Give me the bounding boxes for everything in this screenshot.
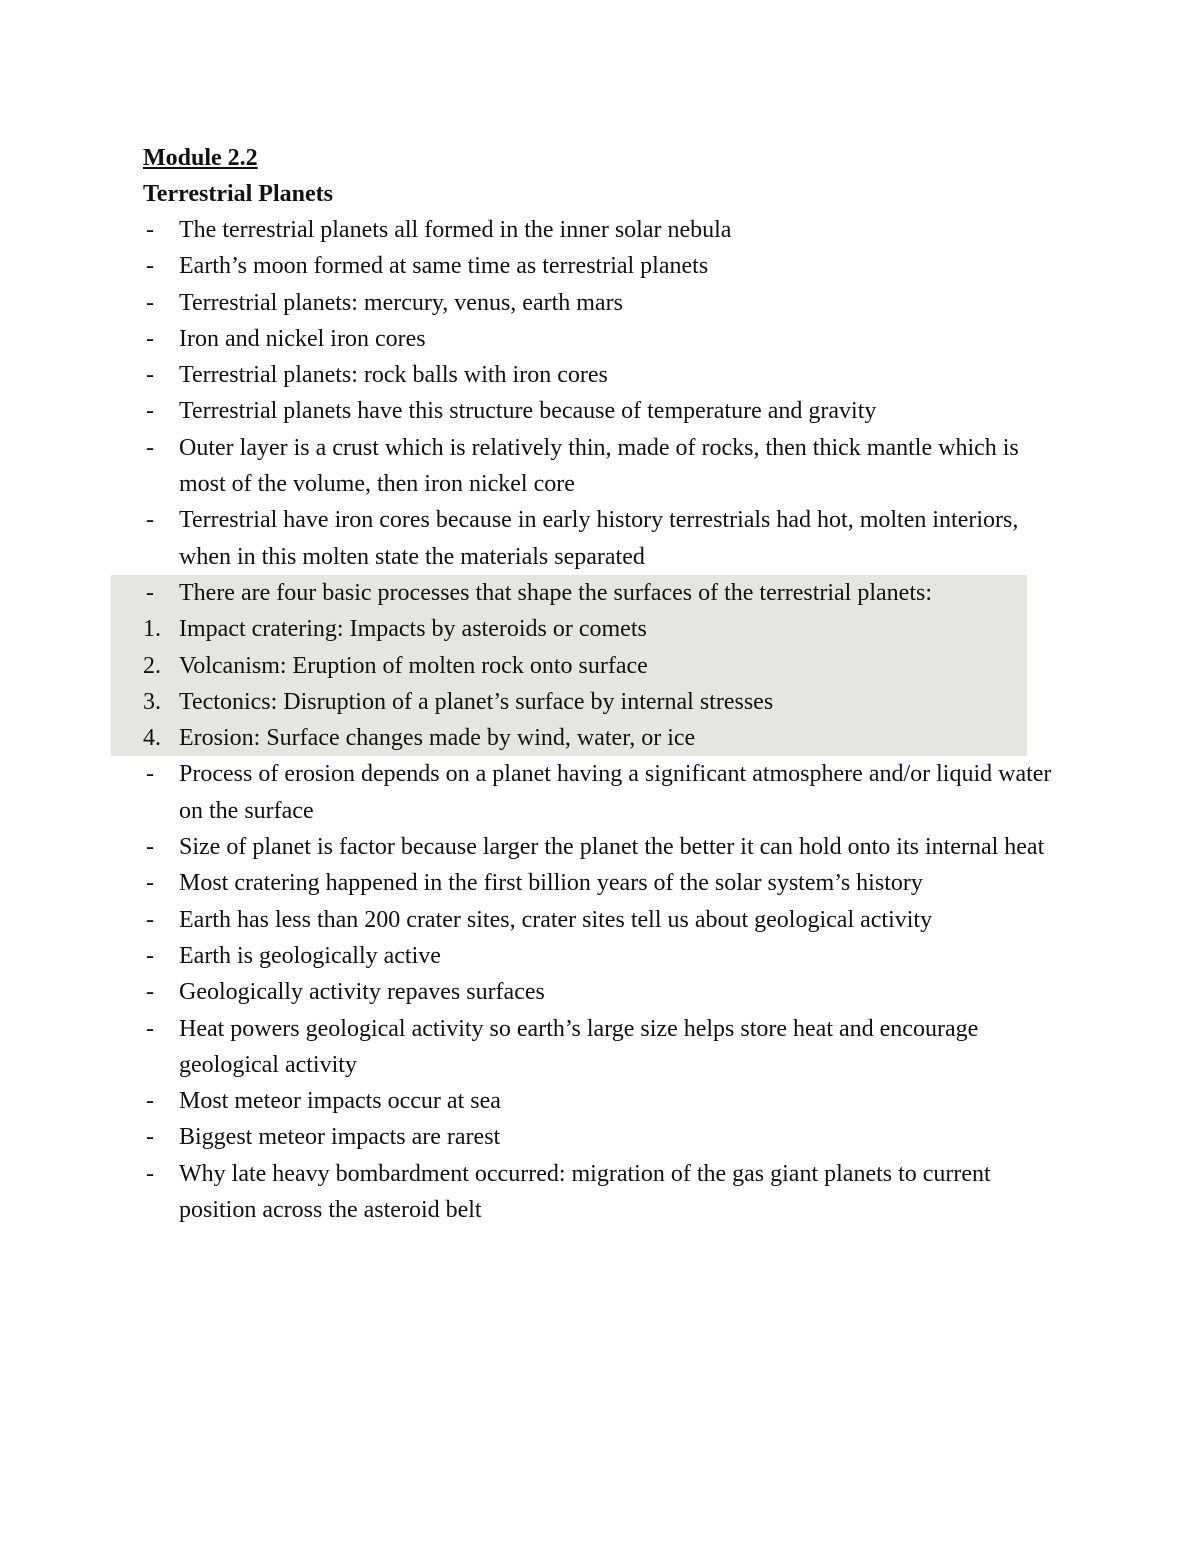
list-item	[111, 502, 1059, 575]
list-item-text: Terrestrial planets have this structure because of temperature and gravity	[179, 398, 877, 425]
list-item-text: Terrestrial have iron cores because in early history terrestrials had hot, molten interiors, when in this molten state the materials separated	[179, 507, 1019, 570]
highlighted-intro: There are four basic processes that shape the surfaces of the terrestrial planets:	[179, 579, 932, 606]
list-item	[111, 1156, 1059, 1229]
number-marker: 4.	[143, 725, 161, 752]
dash-marker: -	[146, 434, 154, 461]
list-item	[111, 865, 1059, 901]
list-item-text: Process of erosion depends on a planet having a significant atmosphere and/or liquid water on the surface	[179, 761, 1052, 824]
dash-marker: -	[146, 579, 154, 606]
numbered-item	[111, 684, 1027, 720]
dash-marker: -	[146, 906, 154, 933]
dash-marker: -	[146, 942, 154, 969]
dash-marker: -	[146, 253, 154, 280]
process-text: Tectonics: Disruption of a planet’s surface by internal stresses	[179, 688, 774, 715]
list-item	[111, 248, 1059, 284]
list-item-text: The terrestrial planets all formed in the inner solar nebula	[179, 217, 732, 243]
list-item-text: Why late heavy bombardment occurred: migration of the gas giant planets to current position across the asteroid belt	[179, 1160, 991, 1224]
list-item	[111, 902, 1059, 938]
dash-marker: -	[146, 362, 154, 389]
list-item	[111, 1011, 1059, 1084]
module-title: Module 2.2	[143, 145, 258, 171]
numbered-item	[111, 611, 1027, 647]
list-item-text: Earth’s moon formed at same time as terrestrial planets	[179, 253, 709, 280]
list-item-text: Terrestrial planets: mercury, venus, earth mars	[179, 289, 623, 316]
highlighted-section	[111, 575, 1027, 756]
dash-marker: -	[146, 1088, 154, 1115]
list-item-text: Earth is geologically active	[179, 942, 441, 969]
document-page	[143, 140, 1059, 1228]
list-item	[111, 974, 1059, 1010]
process-text: Volcanism: Eruption of molten rock onto surface	[179, 652, 648, 679]
dash-marker: -	[146, 325, 154, 352]
dash-marker: -	[146, 1015, 154, 1042]
bullet-list-before	[143, 212, 1059, 575]
list-item	[111, 285, 1059, 321]
processes-list	[111, 575, 1027, 756]
list-item-text: Outer layer is a crust which is relatively thin, made of rocks, then thick mantle which is most of the volume, then iron nickel core	[179, 434, 1019, 498]
number-marker: 2.	[143, 652, 161, 679]
list-item	[111, 938, 1059, 974]
list-item	[111, 357, 1059, 393]
dash-marker: -	[146, 834, 154, 861]
bullet-list-after	[143, 756, 1059, 1228]
dash-marker: -	[146, 507, 154, 534]
dash-marker: -	[146, 979, 154, 1006]
dash-marker: -	[146, 1160, 154, 1187]
dash-marker: -	[146, 761, 154, 788]
list-item	[111, 430, 1059, 503]
list-item	[111, 756, 1059, 829]
list-item-text: Geologically activity repaves surfaces	[179, 979, 545, 1006]
list-item-text: Biggest meteor impacts are rarest	[179, 1124, 501, 1151]
process-text: Impact cratering: Impacts by asteroids or comets	[179, 616, 647, 643]
list-item	[111, 321, 1059, 357]
dash-marker: -	[146, 1124, 154, 1151]
list-item-text: Most cratering happened in the first billion years of the solar system’s history	[179, 870, 923, 897]
section-title: Terrestrial Planets	[143, 181, 333, 207]
list-item	[111, 212, 1059, 248]
list-item-text: Most meteor impacts occur at sea	[179, 1088, 501, 1115]
list-item-text: Earth has less than 200 crater sites, crater sites tell us about geological activity	[179, 906, 933, 933]
list-item	[111, 393, 1059, 429]
numbered-item	[111, 648, 1027, 684]
list-item-text: Heat powers geological activity so earth’s large size helps store heat and encourage geological activity	[179, 1015, 979, 1078]
list-item-text: Terrestrial planets: rock balls with iron cores	[179, 362, 608, 389]
number-marker: 1.	[143, 616, 161, 643]
list-item	[111, 1083, 1059, 1119]
dash-marker: -	[146, 217, 154, 243]
list-item	[111, 829, 1059, 865]
dash-marker: -	[146, 870, 154, 897]
process-text: Erosion: Surface changes made by wind, water, or ice	[179, 725, 696, 752]
numbered-item	[111, 720, 1027, 756]
list-item	[111, 575, 1027, 611]
number-marker: 3.	[143, 688, 161, 715]
dash-marker: -	[146, 289, 154, 316]
list-item-text: Iron and nickel iron cores	[179, 325, 426, 352]
list-item-text: Size of planet is factor because larger the planet the better it can hold onto its internal heat	[179, 834, 1045, 861]
dash-marker: -	[146, 398, 154, 425]
list-item	[111, 1119, 1059, 1155]
